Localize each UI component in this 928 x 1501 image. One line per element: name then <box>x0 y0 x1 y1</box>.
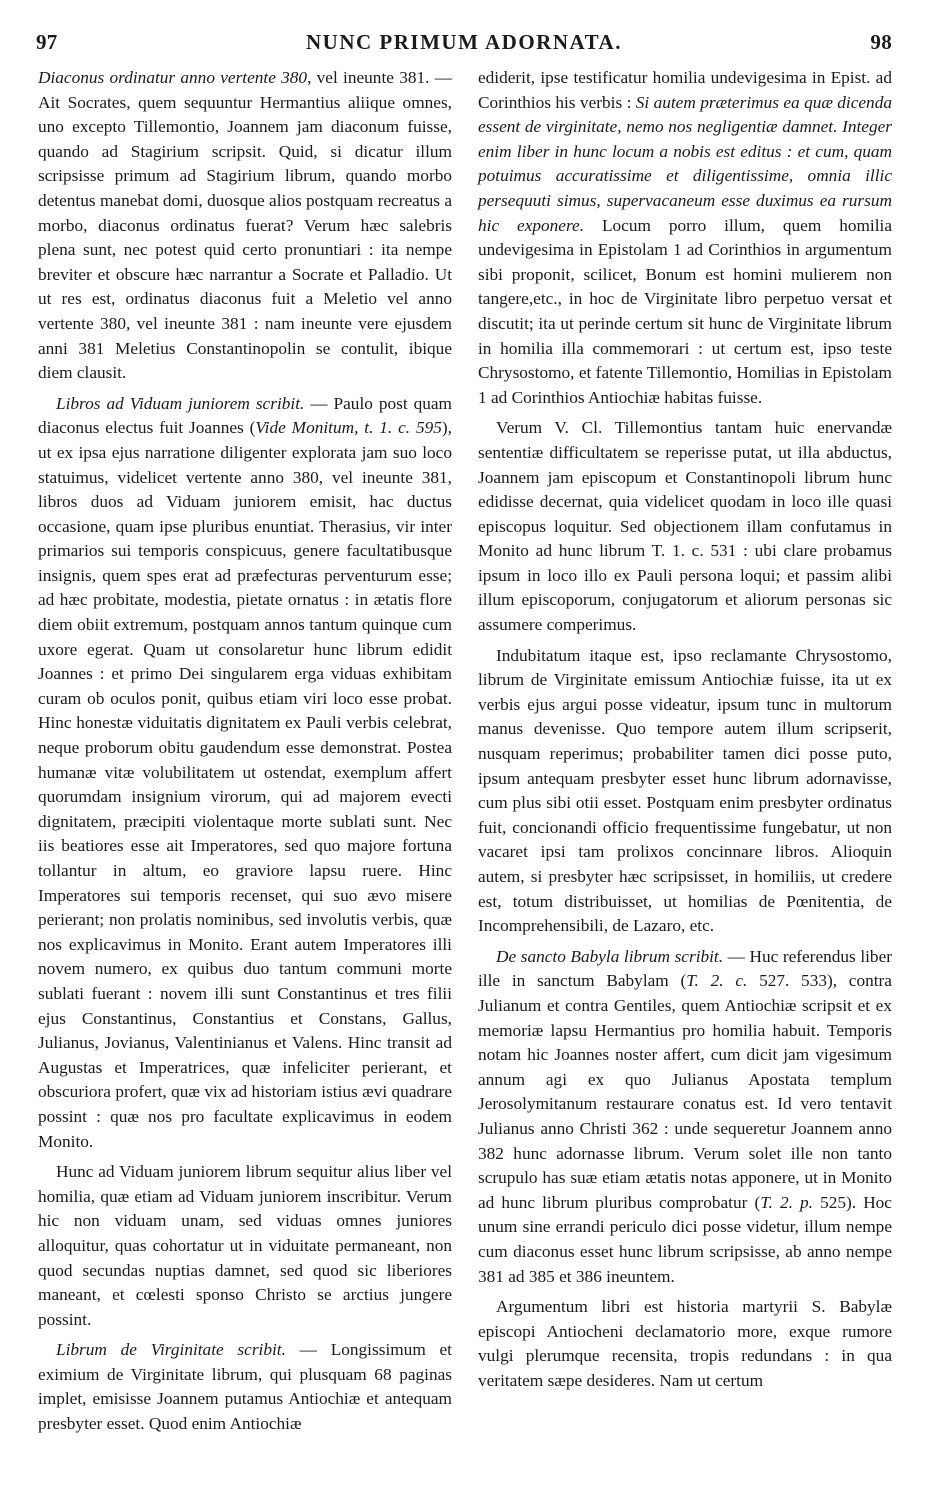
column-gutter <box>464 70 465 1490</box>
paragraph-body: 527. 533), contra Julianum et contra Gentiles, quem Antiochiæ scripsit et ex memoriæ lapsu Hermantius pro homilia habuit. Temporis notam hic Joannes noster affert, cum dicit jam vigesimum annum agi ex quo Julianus Apostata templum Jerosolymitanum restaurare conatus est. Id vero tentavit Julianus anno Christi 362 : unde sequeretur Joannem anno 382 hunc adornasse librum. Verum solet ille non tanto scrupulo has suæ etiam ætatis notas apponere, ut in Monito ad hunc librum pluribus comprobatur ( <box>478 971 892 1212</box>
running-header <box>36 30 892 64</box>
page-number-right: 98 <box>870 30 892 54</box>
paragraph-body: Hunc ad Viduam juniorem librum sequitur alius liber vel homilia, quæ etiam ad Viduam juniorem inscribitur. Verum hic non viduam unam, sed viduas omnes juniores alloquitur, quas cohortatur ut in viduitate permaneant, non quod secundas nuptias damnet, sed quod sic liberiores maneant, et cœlesti sponso Christo se arctius jungere possint. <box>38 1162 452 1329</box>
paragraph-continued <box>478 66 892 410</box>
reference: T. 2. c. <box>686 971 748 991</box>
paragraph-lead: Libros ad Viduam juniorem scribit. <box>56 393 305 413</box>
paragraph-body: ediderit, ipse testificatur homilia undevigesima in Epist. ad Corinthios his verbis : <box>478 68 892 112</box>
paragraph-body: , vel ineunte 381. — Ait Socrates, quem sequuntur Hermantius aliique omnes, uno excepto Tillemontio, Joannem jam diaconum fuisse, quando ad Stagirium scripsit. Quid, si dicatur illum scripsisse primum ad Stagirium librum, quando morbo detentus manebat domi, duosque alios postquam recreatus a morbo, diaconus ordinatus fuerat? Verum hæc salebris plena sunt, nec potest quid certo pronuntiari : ita nempe breviter et obscure hæc narrantur a Socrate et Palladio. Ut ut res est, ordinatus diaconus fuit a Meletio vel anno vertente 380, vel ineunte 381 : nam ineunte vere ejusdem anni 381 Meletius Constantinopolin se contulit, ibique diem clausit. <box>38 68 452 383</box>
reference: Vide Monitum, t. 1. c. 595 <box>255 418 442 438</box>
paragraph-homilia-viduas <box>38 1160 452 1332</box>
paragraph-tillemontius <box>478 416 892 637</box>
page-number-left: 97 <box>36 30 58 54</box>
paragraph-body: — Paulo post quam diaconus electus fuit Joannes ( <box>38 393 452 438</box>
reference: T. 2. p. <box>760 1192 813 1212</box>
paragraph-body: 525). Hoc unum sine errandi periculo dici posse videtur, illum nempe cum diaconus esset hunc librum scripsisse, ab anno nempe 381 ad 385 et 386 ineuntem. <box>478 1192 892 1286</box>
paragraph-body: — Huc referendus liber ille in sanctum Babylam ( <box>478 946 892 991</box>
paragraph-body: Argumentum libri est historia martyrii S. Babylæ episcopi Antiocheni declamatorio more, exque rumore vulgi plerumque recensita, tropis redundans : in qua veritatem sæpe desideres. Nam ut certum <box>478 1297 892 1390</box>
paragraph-diaconus <box>38 66 452 386</box>
paragraph-lead: Librum de Virginitate scribit. <box>56 1340 286 1360</box>
right-column <box>478 66 892 1393</box>
paragraph-body: — Longissimum et eximium de Virginitate librum, qui plusquam 68 paginas implet, emisisse Joannem putamus Antiochiæ et antequam presbyter esset. Quod enim Antiochiæ <box>38 1340 452 1434</box>
paragraph-body: Verum V. Cl. Tillemontius tantam huic enervandæ sententiæ difficultatem se reperisse putat, ut illa abductus, Joannem jam episcopum et Constantinopoli librum hunc edidisse decernat, quia videlicet quodam in loco ille quasi episcopus loquitur. Sed objectionem illam confutamus in Monito ad hunc librum T. 1. c. 531 : ubi clare probamus ipsum in loco illo ex Pauli persona loqui; et passim alibi illum episcoporum, conjugatorum et aliorum personas sic assumere comperimus. <box>478 418 892 635</box>
left-column <box>38 66 452 1437</box>
paragraph-ad-viduam <box>38 392 452 1154</box>
paragraph-babyla <box>478 945 892 1289</box>
paragraph-body: Indubitatum itaque est, ipso reclamante Chrysostomo, librum de Virginitate emissum Antiochiæ fuisse, ita ut ex verbis ejus argui posse videatur, ipsum tunc in multorum manus devenisse. Quo tempore autem illum scripserit, nusquam reperimus; probabiliter tamen dici posse puto, ipsum antequam presbyter esset hunc librum adornavisse, cum plus sibi otii esset. Postquam enim presbyter ordinatus fuit, concionandi officio frequentissime fungebatur, ut non vacaret ipsi tam prolixos concinnare libros. Alioquin autem, si presbyter hæc scripsisset, in homiliis, ut credere est, totum distribuisset, ut homilias de Pœnitentia, de Incomprehensibili, de Lazaro, etc. <box>478 645 892 936</box>
paragraph-argumentum <box>478 1295 892 1393</box>
quotation: Si autem præterimus ea quæ dicenda essent de virginitate, nemo nos negligentiæ damnet. Integer enim liber in hunc locum a nobis est editus : et cum, quam potuimus accuratissime et diligentissime, omnia illic persequuti simus, supervacaneum esse duximus ea rursum hic exponere. <box>478 92 892 235</box>
paragraph-lead: Diaconus ordinatur anno vertente 380 <box>38 68 308 87</box>
paragraph-lead: De sancto Babyla librum scribit. <box>496 946 724 966</box>
paragraph-body: ), ut ex ipsa ejus narratione diligenter explorata jam suo loco statuimus, videlicet vertente anno 380, vel ineunte 381, libros duos ad Viduam juniorem emisit, hac ductus occasione, quam ipse pluribus enuntiat. Therasius, vir inter primarios sui temporis conspicuus, genere facultatibusque insignis, quem spes erat ad præfecturas perventurum esse; ad hæc probitate, modestia, pietate ornatus : in ætatis flore diem obiit extremum, postquam annos tantum quinque cum uxore egerat. Quam ut consolaretur hunc librum edidit Joannes : et primo Dei singularem erga viduas exhibitam curam ob oculos ponit, quibus etiam viri loco esse probat. Hinc honestæ viduitatis dignitatem ex Pauli verbis celebrat, neque proborum obitu gaudendum esse demonstrat. Postea humanæ vitæ volubilitatem ut ostendat, exemplum affert quorumdam insignium virorum, qui ad majorem evecti dignitatem, præcipiti violentaque morte sublati sunt. Nec iis beatiores esse ait Imperatores, sed quo majore fortuna tollantur in altum, eo graviore lapsu ruere. Hinc Imperatores sui temporis recenset, qui suo ævo misere perierant; non prolatis nominibus, sed involutis verbis, quæ nos explicavimus in Monito. Erant autem Imperatores illi novem numero, ex quibus duo tantum communi morte sublati fuerant : novem illi sunt Constantinus et tres filii ejus Constantinus, Constantius et Constans, Gallus, Julianus, Jovianus, Valentinianus et Valens. Hinc transit ad Augustas et Imperatrices, quæ infeliciter perierant, et obscuriora profert, quæ vix ad historiam istius ævi quadrare possint : quæ nos pro facultate explicavimus in eodem Monito. <box>38 418 452 1151</box>
paragraph-virginitate <box>38 1338 452 1436</box>
paragraph-body: Locum porro illum, quem homilia undevigesima in Epistolam 1 ad Corinthios in argumentum sibi proponit, scilicet, Bonum est homini mulierem non tangere,etc., in hoc de Virginitate libro perpetuo versat et discutit; ita ut perinde certum sit hunc de Virginitate librum in homilia illa commemorari : ut certum est, ipso teste Chrysostomo, et fatente Tillemontio, Homilias in Epistolam 1 ad Corinthios Antiochiæ habitas fuisse. <box>478 215 892 407</box>
paragraph-indubitatum <box>478 644 892 939</box>
running-title: NUNC PRIMUM ADORNATA. <box>306 30 622 54</box>
